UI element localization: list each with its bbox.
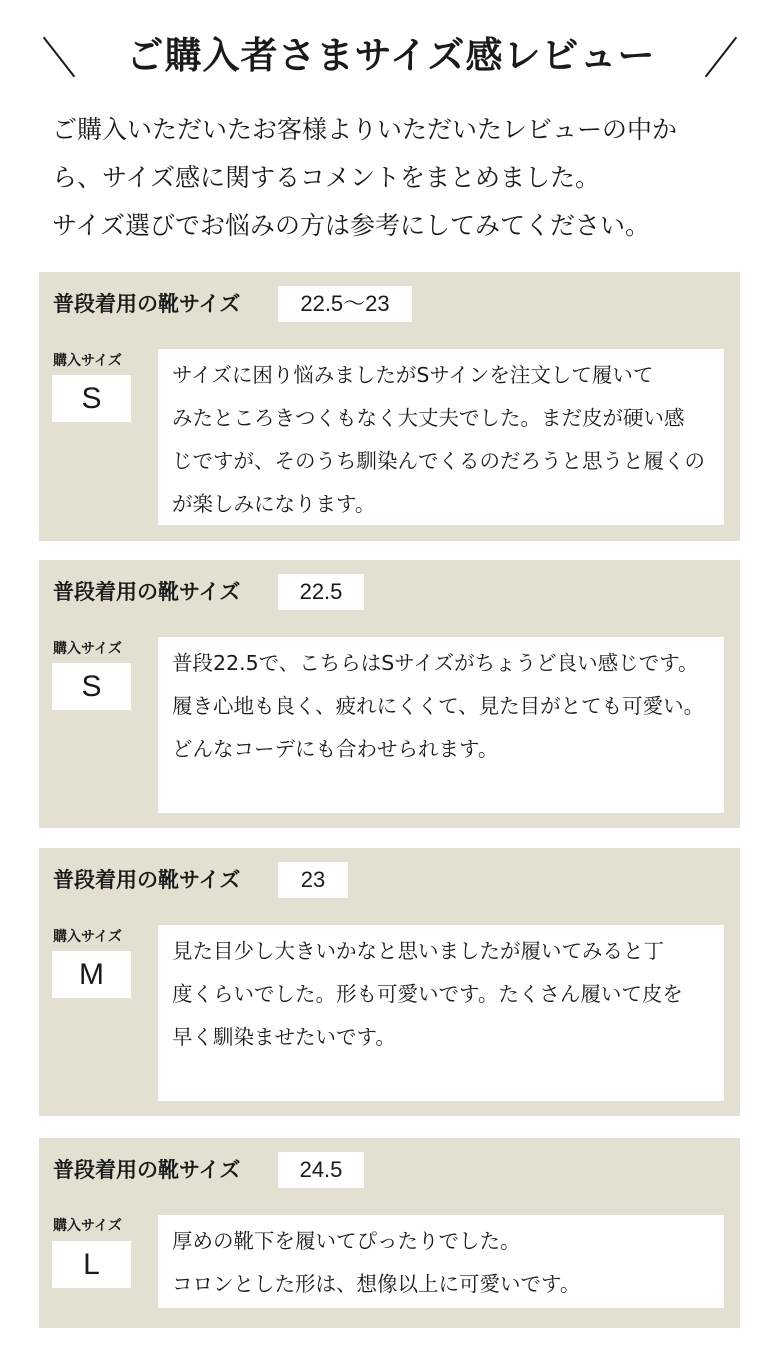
intro-text <box>52 106 742 250</box>
usual-size-value: 22.5 <box>278 574 364 610</box>
review-card <box>39 560 740 828</box>
purchased-size-value: L <box>52 1241 131 1288</box>
review-line: 見た目少し大きいかなと思いましたが履いてみると丁 <box>172 939 664 963</box>
review-line: コロンとした形は、想像以上に可愛いです。 <box>172 1272 581 1296</box>
review-line: 度くらいでした。形も可愛いです。たくさん履いて皮を <box>172 982 683 1006</box>
purchased-size-value: M <box>52 951 131 998</box>
review-line: じですが、そのうち馴染んでくるのだろうと思うと履くの <box>172 449 705 473</box>
review-text <box>158 637 724 813</box>
review-text <box>158 349 724 525</box>
right-slash-decoration <box>705 37 737 78</box>
purchased-size-label: 購入サイズ <box>53 353 122 369</box>
usual-size-label: 普段着用の靴サイズ <box>53 1158 241 1182</box>
purchased-size-value: S <box>52 375 131 422</box>
review-line: 普段22.5で、こちらはSサイズがちょうど良い感じです。 <box>172 651 699 675</box>
review-line: 早く馴染ませたいです。 <box>172 1025 396 1049</box>
review-card <box>39 1138 740 1328</box>
intro-line: ら、サイズ感に関するコメントをまとめました。 <box>52 163 601 192</box>
usual-size-value: 23 <box>278 862 348 898</box>
review-line: サイズに困り悩みましたがSサインを注文して履いて <box>172 363 654 387</box>
usual-size-label: 普段着用の靴サイズ <box>53 868 241 892</box>
purchased-size-label: 購入サイズ <box>53 929 122 945</box>
purchased-size-value: S <box>52 663 131 710</box>
left-slash-decoration <box>43 37 75 78</box>
review-line: どんなコーデにも合わせられます。 <box>172 737 499 761</box>
review-line: 履き心地も良く、疲れにくくて、見た目がとても可愛い。 <box>172 694 705 718</box>
purchased-size-label: 購入サイズ <box>53 641 122 657</box>
intro-line: サイズ選びでお悩みの方は参考にしてみてください。 <box>52 211 651 240</box>
review-card <box>39 272 740 541</box>
intro-line: ご購入いただいたお客様よりいただいたレビューの中か <box>52 115 678 144</box>
page-title: ご購入者さまサイズ感レビュー <box>126 34 656 77</box>
review-text <box>158 1215 724 1308</box>
purchased-size-label: 購入サイズ <box>53 1218 122 1234</box>
review-line: 厚めの靴下を履いてぴったりでした。 <box>172 1229 521 1253</box>
usual-size-label: 普段着用の靴サイズ <box>53 292 241 316</box>
review-line: が楽しみになります。 <box>172 492 376 516</box>
review-text <box>158 925 724 1101</box>
usual-size-value: 24.5 <box>278 1152 364 1188</box>
usual-size-value: 22.5〜23 <box>278 286 412 322</box>
header <box>0 28 780 84</box>
usual-size-label: 普段着用の靴サイズ <box>53 580 241 604</box>
review-card <box>39 848 740 1116</box>
review-line: みたところきつくもなく大丈夫でした。まだ皮が硬い感 <box>172 406 685 430</box>
